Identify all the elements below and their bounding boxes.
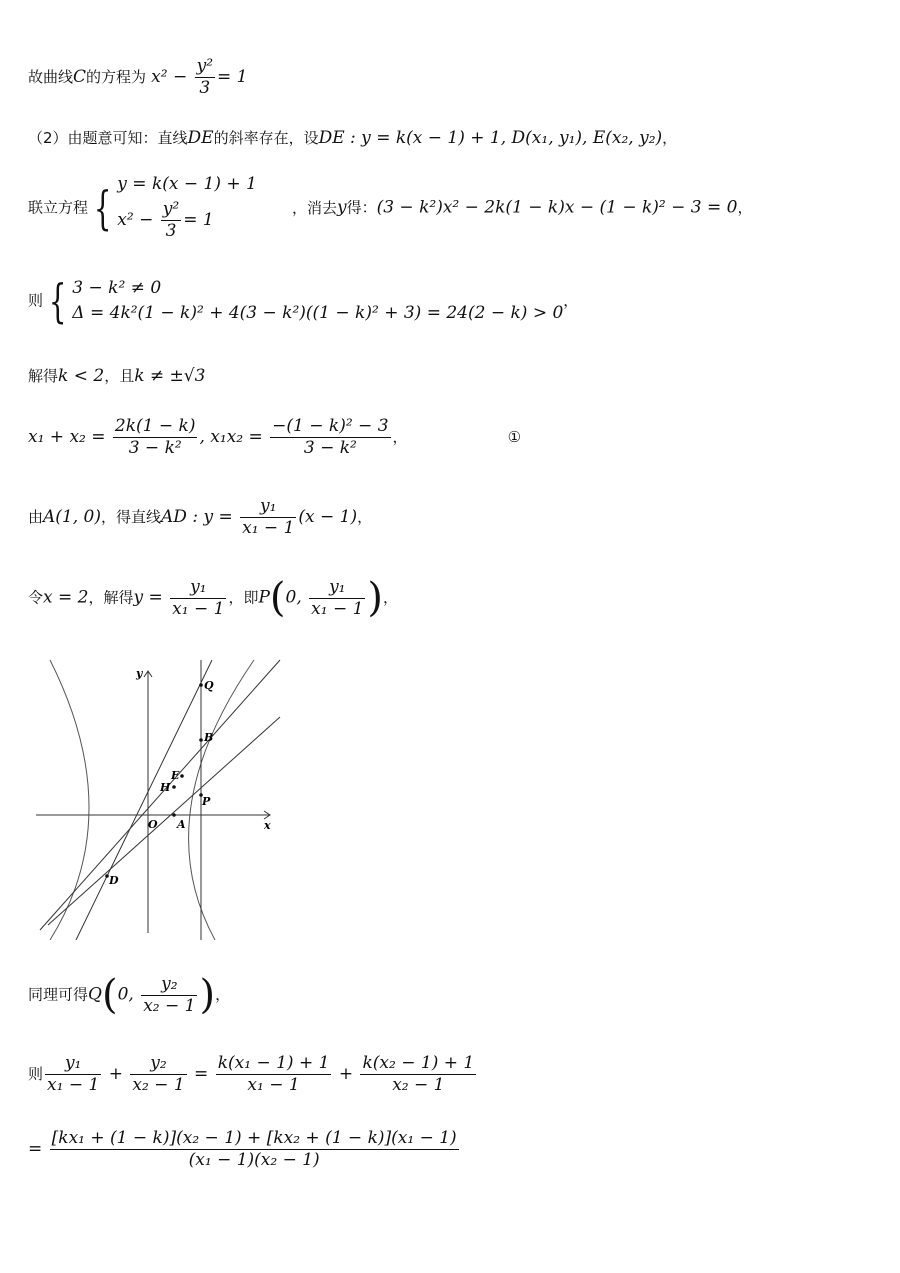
line-part-2 <box>28 130 677 147</box>
numerator: y₁ <box>240 498 296 518</box>
text: 故曲线 <box>28 68 74 86</box>
math: x² − <box>117 210 159 230</box>
math: = 1 <box>217 67 248 87</box>
fraction <box>141 973 197 1016</box>
denominator: x₂ − 1 <box>143 995 196 1016</box>
circled-marker: ① <box>507 428 522 446</box>
numerator: y₂ <box>130 1055 186 1075</box>
math: C <box>73 67 87 87</box>
denominator: x₁ − 1 <box>311 598 364 619</box>
numerator: k(x₁ − 1) + 1 <box>217 1053 330 1073</box>
fraction <box>170 576 226 619</box>
sys-row <box>117 197 257 244</box>
math: DE <box>187 128 214 148</box>
math: AD : y = <box>161 507 239 527</box>
math: , x₁x₂ = <box>199 427 269 447</box>
math: A(1, 0) <box>43 507 101 527</box>
text: ，消去 <box>291 198 337 217</box>
text: ， <box>215 985 231 1004</box>
fraction <box>270 418 390 457</box>
fraction <box>130 1055 186 1094</box>
math: y <box>336 197 347 218</box>
denominator: (x₁ − 1)(x₂ − 1) <box>188 1150 320 1170</box>
denominator: x₁ − 1 <box>242 518 295 538</box>
denominator: 3 <box>199 78 211 98</box>
paren: ) <box>367 575 384 621</box>
numerator: y₁ <box>45 1055 101 1075</box>
math: k ≠ ±√3 <box>134 366 206 386</box>
denominator: x₁ − 1 <box>47 1075 100 1095</box>
line-curve-equation <box>28 58 248 97</box>
math: y = <box>133 587 169 608</box>
text: ， <box>563 291 579 310</box>
line-q <box>28 972 231 1018</box>
numerator: y₁ <box>309 579 365 599</box>
fraction <box>161 201 181 240</box>
text: 的方程为 <box>86 68 147 86</box>
math: + <box>103 1064 129 1084</box>
text: ， <box>392 428 408 446</box>
fraction <box>309 576 365 619</box>
point-b <box>199 738 203 742</box>
point-a <box>172 813 176 817</box>
brace: { <box>48 274 67 328</box>
text: 则 <box>28 291 44 310</box>
text: ，即 <box>228 588 259 607</box>
math: = <box>28 1139 48 1159</box>
numerator: y² <box>162 199 180 219</box>
fraction <box>240 498 296 537</box>
text: ，解得 <box>88 588 134 607</box>
numerator: y₂ <box>141 976 197 996</box>
line-solution <box>28 368 205 385</box>
line-discriminant <box>28 276 578 326</box>
math: x² − <box>151 67 193 87</box>
numerator: k(x₂ − 1) + 1 <box>362 1053 475 1073</box>
equation-system <box>117 172 257 244</box>
label-h: H <box>160 781 171 794</box>
denominator: 3 − k² <box>128 438 182 458</box>
point-h <box>172 785 176 789</box>
label-b: B <box>204 731 214 744</box>
text: ，且 <box>104 367 135 385</box>
math: (x − 1) <box>298 507 358 527</box>
paren: ( <box>101 972 118 1018</box>
label-p: P <box>202 795 211 808</box>
text: 则 <box>28 1065 44 1083</box>
text: ，得直线 <box>101 508 162 526</box>
sys-row: Δ = 4k²(1 − k)² + 4(3 − k²)((1 − k)² + 3) = 24(2 − k) > 0 <box>72 303 564 323</box>
paren: ( <box>269 575 286 621</box>
label-y: y <box>136 667 143 680</box>
label-e: E <box>171 769 180 782</box>
numerator: 2k(1 − k) <box>114 416 196 436</box>
numerator: y₁ <box>170 579 226 599</box>
sys-row: 3 − k² ≠ 0 <box>72 278 162 298</box>
math: k < 2 <box>58 366 105 386</box>
line-vieta <box>28 418 521 457</box>
denominator: 3 − k² <box>303 438 357 458</box>
text: ， <box>662 129 678 147</box>
label-x: x <box>264 819 271 832</box>
denominator: x₁ − 1 <box>172 598 225 619</box>
label-d: D <box>109 874 119 887</box>
line-system <box>28 172 752 244</box>
denominator: 3 <box>165 221 177 241</box>
math: = <box>188 1064 214 1084</box>
fraction <box>195 58 215 97</box>
math: x = 2 <box>43 587 89 608</box>
label-q: Q <box>204 679 214 692</box>
line-p <box>28 575 399 621</box>
paren: ) <box>199 972 216 1018</box>
text: ， <box>357 508 373 526</box>
hyperbola-left-branch <box>50 660 89 940</box>
text: 解得 <box>28 367 59 385</box>
denominator: x₂ − 1 <box>392 1075 445 1095</box>
numerator: −(1 − k)² − 3 <box>272 416 389 436</box>
math: P <box>258 587 270 608</box>
equation-system <box>72 276 563 326</box>
hyperbola-right-branch <box>189 660 254 940</box>
line-sum <box>28 1055 478 1094</box>
denominator: x₁ − 1 <box>247 1075 300 1095</box>
line-combined <box>28 1130 461 1169</box>
text: （2）由题意可知：直线 <box>28 129 188 147</box>
numerator: [kx₁ + (1 − k)](x₂ − 1) + [kx₂ + (1 − k)](x₁ − 1) <box>51 1128 457 1148</box>
fraction <box>216 1055 332 1094</box>
fraction <box>113 418 198 457</box>
math: 0, <box>285 587 308 608</box>
math: = 1 <box>183 210 214 230</box>
fraction <box>50 1130 459 1169</box>
math: 0, <box>117 984 140 1005</box>
text: 得： <box>346 198 377 217</box>
point-q <box>199 683 203 687</box>
math: DE : y = k(x − 1) + 1, D(x₁, y₁), E(x₂, y₂) <box>318 128 663 148</box>
label-o: O <box>148 818 158 831</box>
hyperbola-figure <box>30 655 290 940</box>
text: 由 <box>28 508 44 526</box>
point-e <box>180 774 184 778</box>
text: ， <box>383 588 399 607</box>
denominator: x₂ − 1 <box>132 1075 185 1095</box>
math: + <box>333 1064 359 1084</box>
label-a: A <box>177 818 186 831</box>
text: 的斜率存在，设 <box>213 129 319 147</box>
line-ad <box>28 498 372 537</box>
fraction <box>45 1055 101 1094</box>
line-ad <box>40 660 280 930</box>
text: 联立方程 <box>28 198 89 217</box>
fraction <box>360 1055 476 1094</box>
math: Q <box>88 984 102 1005</box>
sys-row: y = k(x − 1) + 1 <box>117 174 257 194</box>
numerator: y² <box>196 56 214 76</box>
math: x₁ + x₂ = <box>28 427 111 447</box>
brace: { <box>93 181 112 235</box>
math: (3 − k²)x² − 2k(1 − k)x − (1 − k)² − 3 = 0 <box>376 197 738 218</box>
text: 同理可得 <box>28 985 89 1004</box>
text: ， <box>737 198 753 217</box>
text: 令 <box>28 588 44 607</box>
